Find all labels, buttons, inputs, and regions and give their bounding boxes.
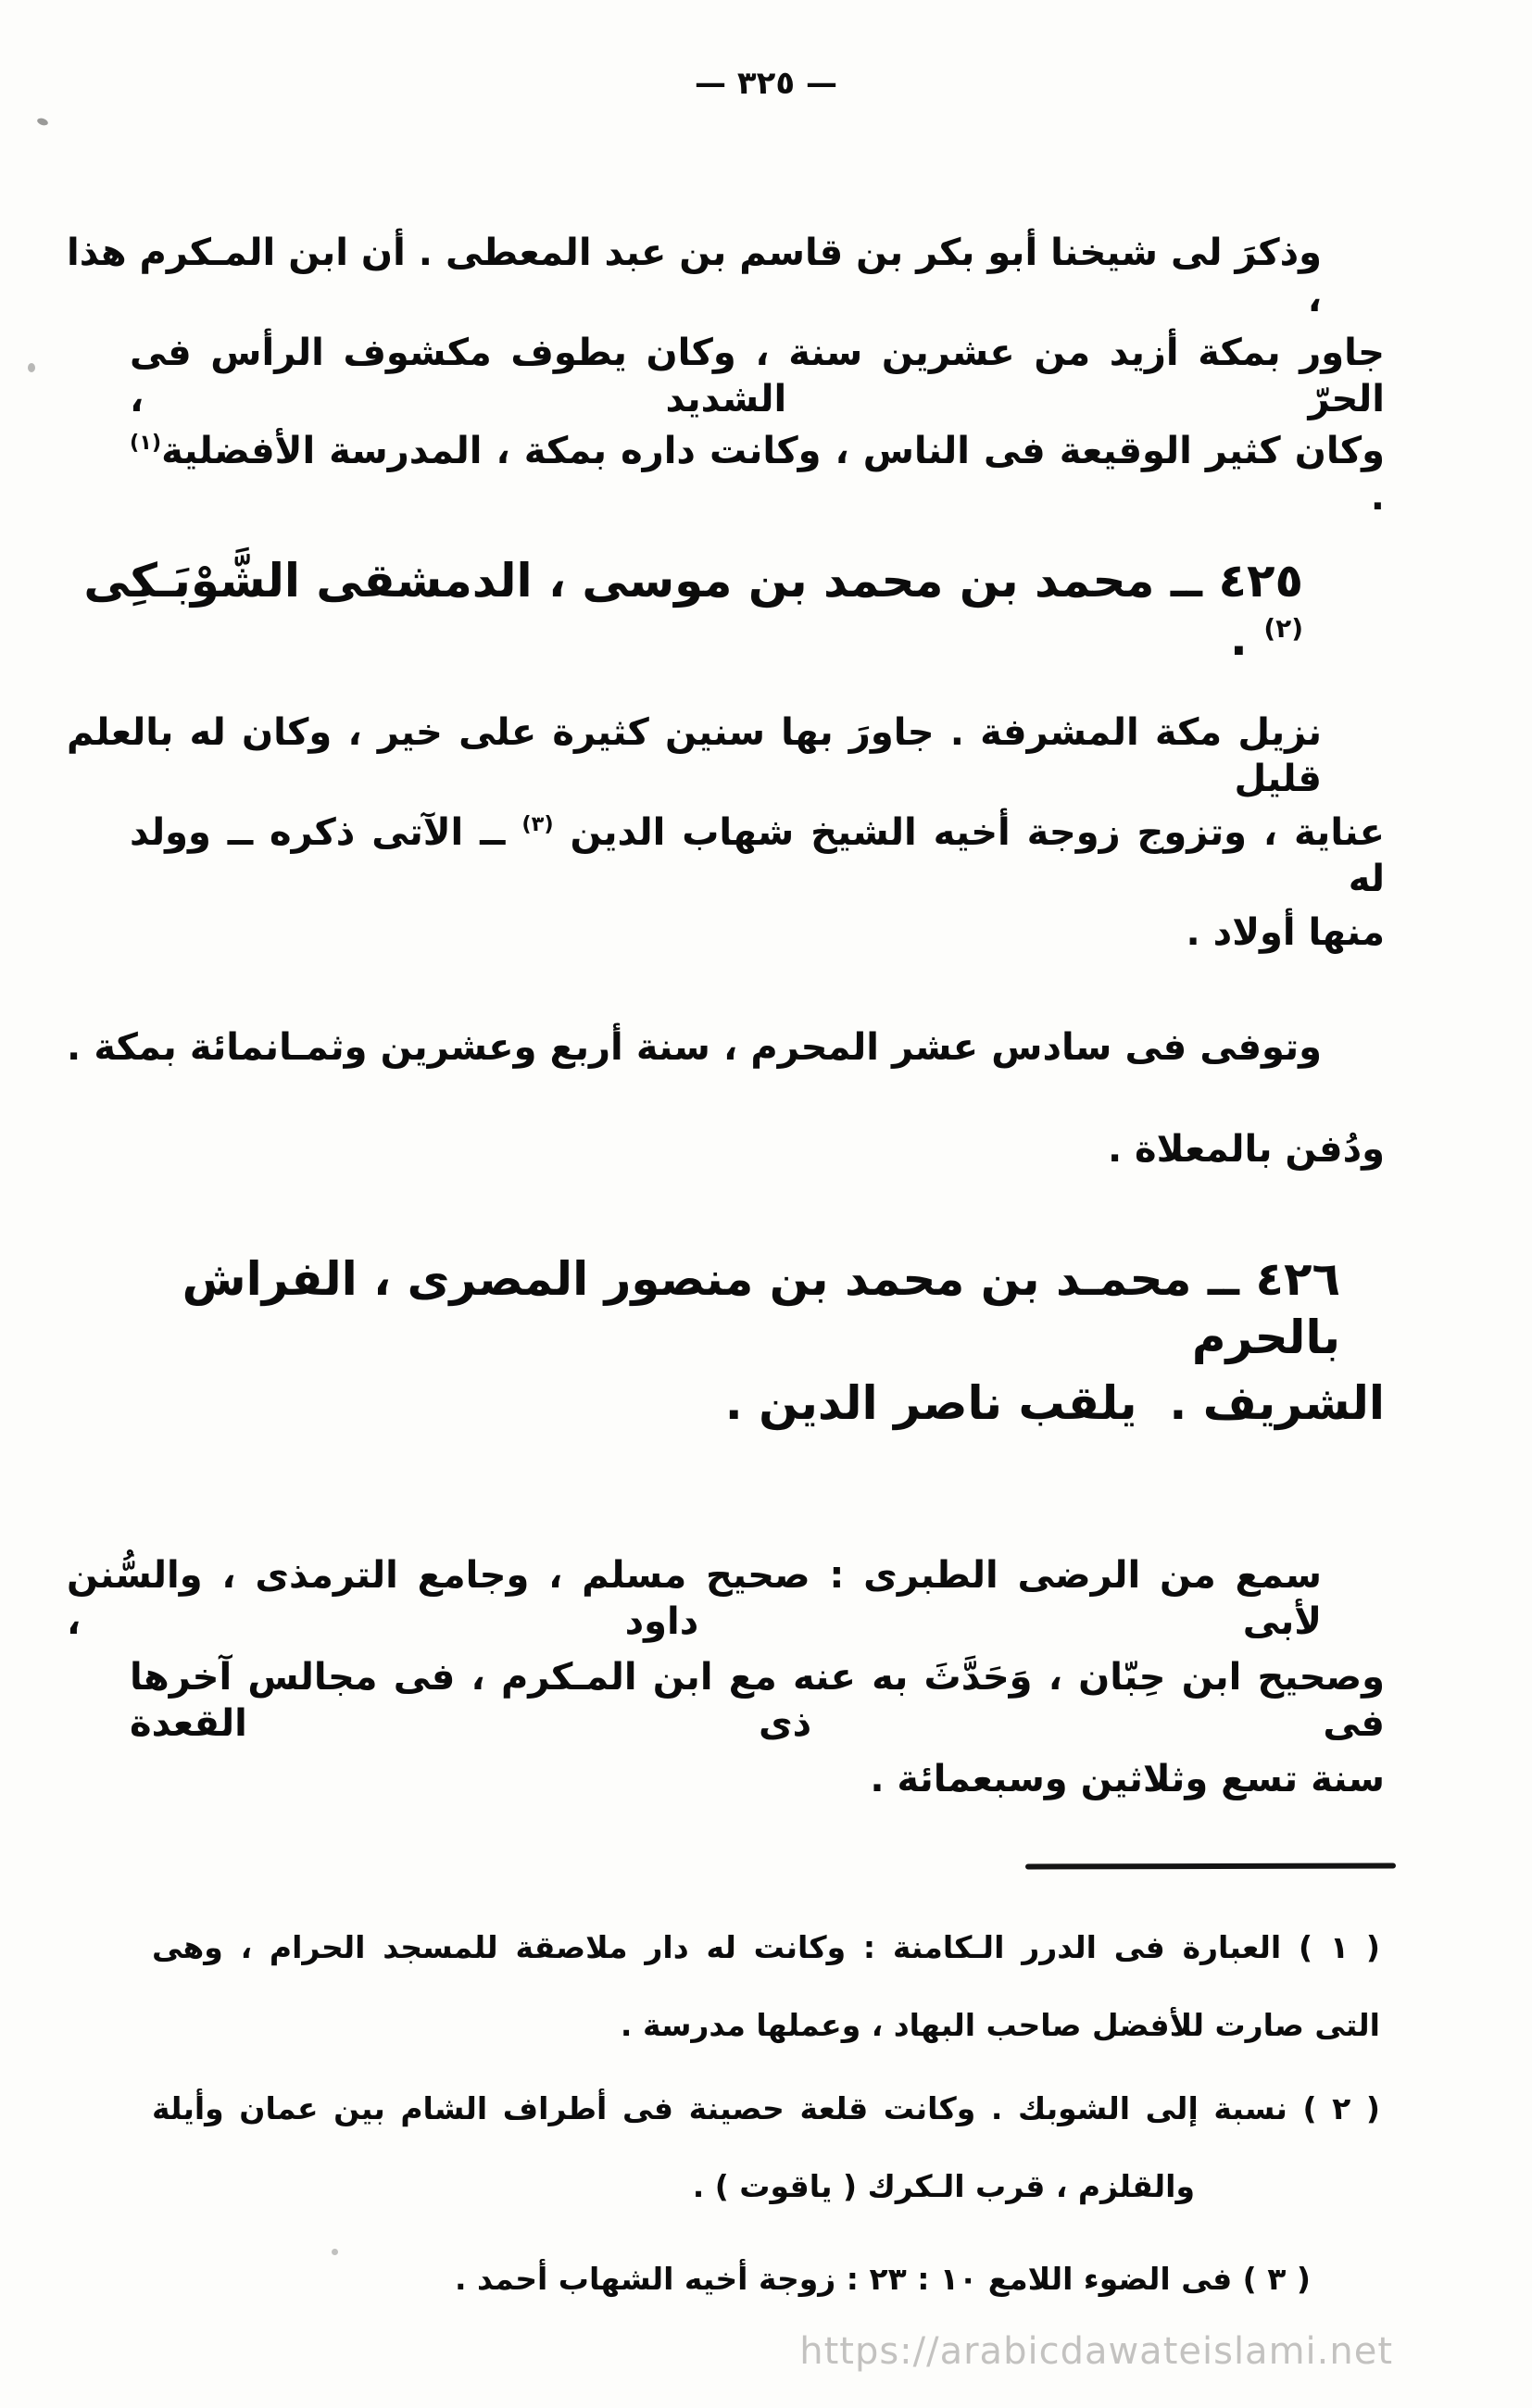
entry-425-heading-text: ٤٢٥ ــ محمد بن محمد بن موسى ، الدمشقى الشَّوْبَـكِى <box>83 554 1303 608</box>
entry-426-line-1: سمع من الرضى الطبرى : صحيح مسلم ، وجامع الترمذى ، والسُّنن لأبى داود ، <box>67 1554 1322 1643</box>
entry-425-line-2 <box>130 809 1385 902</box>
entry-425-line-2-text: عناية ، وتزوج زوجة أخيه الشيخ شهاب الدين <box>553 811 1385 854</box>
intro-paragraph-line-2: جاور بمكة أزيد من عشرين سنة ، وكان يطوف مكشوف الرأس فى الحرّ الشديد ، <box>130 332 1385 420</box>
scan-speck <box>36 117 49 126</box>
watermark-url: https://arabicdawateislami.net <box>799 2330 1393 2373</box>
entry-426-line-2: وصحيح ابن حِبّان ، وَحَدَّثَ به عنه مع ابن المـكرم ، فى مجالس آخرها فى ذى القعدة <box>130 1656 1385 1745</box>
entry-425-line-2-tail: ــ الآتى ذكره ــ وولد له <box>130 811 1385 900</box>
footnote-3-line-1: ( ٣ ) فى الضوء اللامع ١٠ : ٢٣ : زوجة أخيه الشهاب أحمد . <box>454 2261 1311 2297</box>
entry-425-heading-tail: . <box>1229 611 1264 666</box>
footnote-1-line-1: ( ١ ) العبارة فى الدرر الـكامنة : وكانت له دار ملاصقة للمسجد الحرام ، وهى <box>152 1929 1380 1965</box>
entry-425-line-1: نزيل مكة المشرفة . جاورَ بها سنين كثيرة على خير ، وكان له بالعلم قليل <box>67 711 1322 800</box>
scan-speck <box>28 363 35 372</box>
footnote-1-line-2: التى صارت للأفضل صاحب البهاد ، وعملها مدرسة . <box>620 2007 1380 2043</box>
intro-paragraph-line-1: وذكرَ لى شيخنا أبو بكر بن قاسم بن عبد المعطى . أن ابن المـكرم هذا ، <box>67 232 1322 320</box>
intro-line-3-text: وكان كثير الوقيعة فى الناس ، وكانت داره بمكة ، المدرسة الأفضلية <box>161 430 1385 472</box>
entry-425-death-line: وتوفى فى سادس عشر المحرم ، سنة أربع وعشرين وثمـانمائة بمكة . <box>67 1026 1322 1069</box>
entry-425-line-3: منها أولاد . <box>1186 911 1385 954</box>
entry-426-heading-line-1: ٤٢٦ ــ محمـد بن محمد بن منصور المصرى ، الفراش بالحرم <box>182 1252 1340 1364</box>
entry-425-burial-line: ودُفن بالمعلاة . <box>1107 1128 1385 1171</box>
intro-paragraph-line-3 <box>130 428 1385 520</box>
intro-line-3-tail: . <box>1370 476 1385 519</box>
entry-425-heading <box>48 552 1385 668</box>
footnote-separator-rule <box>1025 1862 1396 1869</box>
footnote-ref-2: (٢) <box>1263 613 1303 645</box>
footnote-ref-1: (١) <box>130 431 162 456</box>
page-number: — ٣٢٥ — <box>695 65 837 102</box>
scan-speck <box>332 2249 338 2255</box>
footnote-2-line-1: ( ٢ ) نسبة إلى الشوبك . وكانت قلعة حصينة فى أطراف الشام بين عمان وأيلة <box>152 2090 1380 2126</box>
entry-426-line-3: سنة تسع وثلاثين وسبعمائة . <box>870 1758 1385 1800</box>
footnote-2-line-2: والقلزم ، قرب الـكرك ( ياقوت ) . <box>692 2168 1195 2204</box>
entry-426-heading-line-2: الشريف . يلقب ناصر الدين . <box>724 1376 1385 1430</box>
footnote-ref-3: (٣) <box>521 812 554 837</box>
